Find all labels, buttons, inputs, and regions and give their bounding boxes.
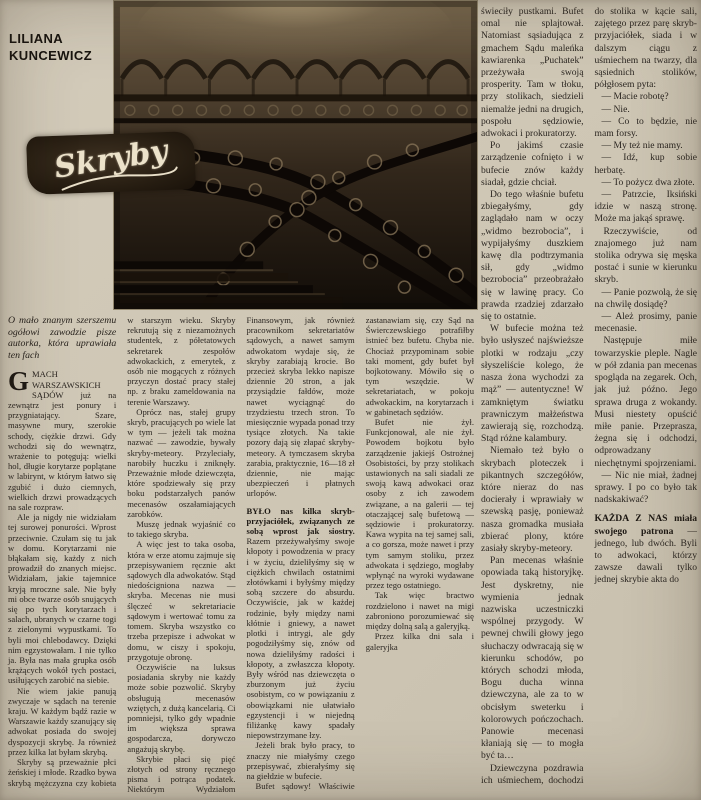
article-paragraph: A więc jest to taka osoba, która w erze atomu zajmuje się przepisywaniem ręcznie akt sądowych dla adwokatów. Stąd niedościgniona nazwa — skryba. Mecenas nie musi ślęczeć w sekretariacie sądowym i wertować tomu za tomem. Skryba wszystko co trzeba przepisze i adwokat w domu, w ciszy i spokoju, przygotuje obronę. [127,539,236,662]
article-paragraph: Następuje miłe towarzyskie pleple. Nagle w pół zdania pan mecenas spogląda na zegarek. Och, jak już późno. Jego sprawa druga z wokandy. Musi niestety opuścić miłe panie. Przeprasza, żegna się i odchodzi, odprowadzany niechętnymi spojrzeniami. [594,335,697,469]
article-paragraph: Po jakimś czasie zarządzenie cofnięto i w bufecie znów każdy siadał, gdzie chciał. [481,140,584,188]
article-paragraph: KAŻDA Z NAS miała swojego patrona — jednego, lub dwóch. Byli to adwokaci, którzy zawsze dawali tylko jednej skrybie akta do [594,513,697,586]
article-paragraph: — Ależ prosimy, panie mecenasie. [594,311,697,335]
article-paragraph: Dziewczyna pozdrawia ich uśmiechem, dochodzi do stolika w kącie sali, zajętego przez parę skryb-przyjaciółek, siada i w dalszym ciągu z uśmiechem na twarzy, dla sąsiednich stolików, półgłosem pyta: [481,6,697,786]
article-paragraph: Muszę jednak wyjaśnić co to takiego skryba. [127,519,236,540]
article-paragraph: Przez kilka dni sala i galeryjka [365,631,474,652]
article-paragraph: Skryby są przeważnie płci żeńskiej i młode. Rzadko bywa skrybą mężczyzna czy kobieta w starszym wieku. Skryby rekrutują się z niezamożnych studentek, z półetatowych sekretarek zespołów adwokackich, z emerytek, z osób nie mogących z różnych przyczyn dostać pracy stałej np. z braku zameldowania na terenie Warszawy. [8,315,236,788]
author-line-2: KUNCEWICZ [9,48,93,63]
article-paragraph: — Idź, kup sobie herbatę. [594,152,697,176]
article-paragraph: — Patrzcie, Iksiński idzie w naszą stronę. Może ma jakąś sprawę. [594,189,697,225]
article-paragraph: Skrybie płaci się pięć złotych od strony ręcznego pisma i potrąca podatek. Niektórym Wydziałom Finansowym, jak również pracownikom sekretariatów sądowych, a nawet samym adwokatom wydaje się, że skryby zarabiają krocie. Bo przecież skryba lekko napisze dziennie 20 stron, a jak przysiądzie fałdów, może nawet wyciągnąć do trzydziestu trzech stron. To miesięcznie wypada ponad trzy tysiące złotych. Na takie pozory dają się złapać skryby-meteory. A tymczasem skryba zarabia, praktycznie, 16—18 zł dziennie, nie mając ubezpieczeń i płatnych urlopów. [127,315,355,795]
article-paragraph: Do tego właśnie bufetu zbiegałyśmy, gdy zaglądało nam w oczy „widmo bezrobocia”, i wypijałyśmy duszkiem kawę dla podtrzymania sił, gdy „widmo bezrobocia” przeobrażało się w lawinę pracy. Co prawda rzadziej zdarzało się to ostatnie. [481,189,584,323]
author-line-1: LILIANA [9,31,64,46]
article-paragraph: — Nic nie miał, żadnej sprawy. I po co było tak nadskakiwać? [594,469,697,506]
article-paragraph: Pan mecenas właśnie opowiada taką historyjkę. Jest dyskretny, nie wymienia jednak nazwiska uczestniczki wspólnej przygody. W pewnej chwili głowy jego słuchaczy odwracają się w kierunku schodów, po których schodzi młoda, Bogu ducha winna dziewczyna, ale za to w obcisłym sweterku i kolorowych pończochach. Panowie mecenasi kłaniają się — to mogła być ta… [481,555,584,762]
paragraph-bold-lead: KAŻDA Z NAS miała swojego patrona [594,513,697,537]
article-right-columns [481,6,697,796]
article-paragraph: — Panie pozwolą, że się na chwilę dosiądę? [594,286,697,310]
article-paragraph: BYŁO nas kilka skryb-przyjaciółek, związanych ze sobą wprost jak siostry. Razem przeżywałyśmy swoje kłopoty i powodzenia w pracy i w życiu, dzieliłyśmy się w ciężkich chwilach ostatnimi złotówkami i byłyśmy między sobą szczere do absurdu. Oczywiście, jak w każdej rodzinie, były między nami kłótnie i gniewy, a nawet plotki i intrygi, ale gdy pogodziłyśmy się, znów od nowa dzieliłyśmy radości i kłopoty, a zwłaszcza kłopoty. Były wśród nas dziewczęta o zburzonym już życiu osobistym, co w powiązaniu z obowiązkami nie ułatwiało egzystencji i w niejedną filiżankę kawy spadały niepowstrzymane łzy. [246,505,355,741]
article-paragraph: Rzeczywiście, od znajomego już nam stolika odrywa się męska postać i sunie w kierunku skryb. [594,225,697,286]
article-paragraph: Oprócz nas, stałej grupy skryb, pracujących po wiele lat w tym — jeżeli tak można nazwać — zawodzie, bywały skryby-meteory. Przyleciały, narobiły huczku i zniknęły. Przeważnie młode dziewczęta, które spodziewały się przy boku podstarzałych panów mecenasów oszałamiających zarobków. [127,406,236,519]
article-paragraph: świeciły pustkami. Bufet omal nie splajtował. Natomiast sąsiadująca z gmachem Sądu maleńka kawiarenka „Puchatek” przeżywała swoją prosperity. Tam w tłoku, przy stolikach, siedzieli niemalże jedni na drugich, pospołu sędziowie, adwokaci i prokuratorzy. [481,6,584,140]
article-paragraph: Nie wiem jakie panują zwyczaje w sądach na terenie kraju. W każdym bądź razie w Warszawie każdy szanujący się adwokat posiada do swojej dyspozycji skrybę. Ja również przez kilka lat byłam skrybą. [8,685,117,757]
article-paragraph: Oczywiście na luksus posiadania skryby nie każdy może sobie pozwolić. Skryby obsługują mecenasów wziętych, z dużą kancelarią. Ci pomniejsi, tylko gdy wpadnie im większa sprawa gospodarcza, dorywczo angażują skrybę. [127,661,236,754]
article-paragraph: — Macie robotę? [601,91,669,103]
article-paragraph: — Nie. [601,103,630,115]
article-paragraph: W bufecie można też było usłyszeć najświeższe plotki w rodzaju „czy słyszeliście kolego, że nasza żona wychodzi za mąż” — autentyczne! W zamkniętym światku prawniczym małżeństwa zawierają się, rozchodzą. Stąd różne kalambury. [481,323,584,445]
article-paragraph: Bufet sądowy! Właściwie zastanawiam się, czy Sąd na Świerczewskiego potrafiłby istnieć bez bufetu. Chyba nie. Chociaż przypominam sobie taki moment, gdy bufet był bojkotowany. Mówiło się o tym wszędzie. W sekretariatach, w pokoju adwokackim, na korytarzach i w gabinetach sędziów. [255,315,474,792]
drop-cap-letter: G [8,366,30,397]
article-paragraph: — To pożycz dwa złote. [601,176,695,188]
article-paragraph: Tak więc bractwo rozdzielono i nawet na migi zabroniono porozumiewać się między dolną salą a galeryjką. [365,590,474,632]
article-paragraph: Bufet nie żył. Funkcjonował, ale nie żył. Powodem bojkotu było zarządzenie jakiejś Ostrożnej Osobistości, by przy stolikach ustawionych na sali siadali ze swoją kawą adwokaci oraz osoby z ich zawodem związane, a na galerii — tej otaczającej salę bufetową — sędziowie i prokuratorzy. Kawa wypita na tej samej sali, a co gorsza, może nawet i przy tym samym stoliku, przez adwokata i sędziego, mogłaby wpłynąć na wyroki wydawane przez tego ostatniego. [365,417,474,591]
article-intro: O mało znanym szerszemu ogółowi zawodzie pisze autorka, która uprawiała ten fach [8,315,117,361]
author-byline [9,30,92,64]
article-paragraph: Ale ja nigdy nie widziałam tej surowej ponurości. Wprost przeciwnie. Czułam się tu jak w domu. Korytarzami nie błąkałam się, każdy z nich prowadził do znanych miejsc. Widziałam, jakie tajemnice kryją mroczne sale. Nie były mi obce twarze osób snujących się po tych korytarzach i salach, ubranych w czarne togi z zielonymi wypustkami. To byli moi chlebodawcy. Dzięki nim egzystowałam. I nie tylko ja. Była nas mała grupka osób krążących wokół tych postaci, usiłujących zarobić na siebie. [8,512,117,686]
article-paragraph: Jeżeli brak było pracy, to znaczy nie miałyśmy czego przepisywać, zbierałyśmy się na giełdzie w bufecie. [246,740,355,781]
article-paragraph: Niemało też było o skrybach ploteczek i pikantnych szczegółów, które nieraz do nas docierały i wprawiały w szewską pasję, ponieważ nasza gromadka musiała zbierać plony, które zasiały skryby-meteory. [481,445,584,554]
article-paragraph: — My też nie mamy. [601,140,683,152]
article-paragraph: GMACH WARSZAWSKICH SĄDÓW już na zewnątrz jest ponury i przygniatający. Szare, masywne mury, szerokie schody, ciężkie drzwi. Gdy wchodzi się do wewnątrz, wrażenie to potęgują: wielki hol, długie korytarze poplątane w labirynt, w którym łatwo się zgubić i dużo ciemnych, wielkich drzwi prowadzących na sale rozpraw. [8,366,117,513]
article-paragraph: — Co to będzie, nie mam forsy. [594,115,697,140]
paragraph-bold-lead: BYŁO nas kilka skryb-przyjaciółek, związanych ze sobą wprost jak siostry. [246,505,355,537]
script-title-plaque [26,131,196,195]
article-script-title: Skryby [51,132,170,186]
article-main-columns [8,315,474,797]
